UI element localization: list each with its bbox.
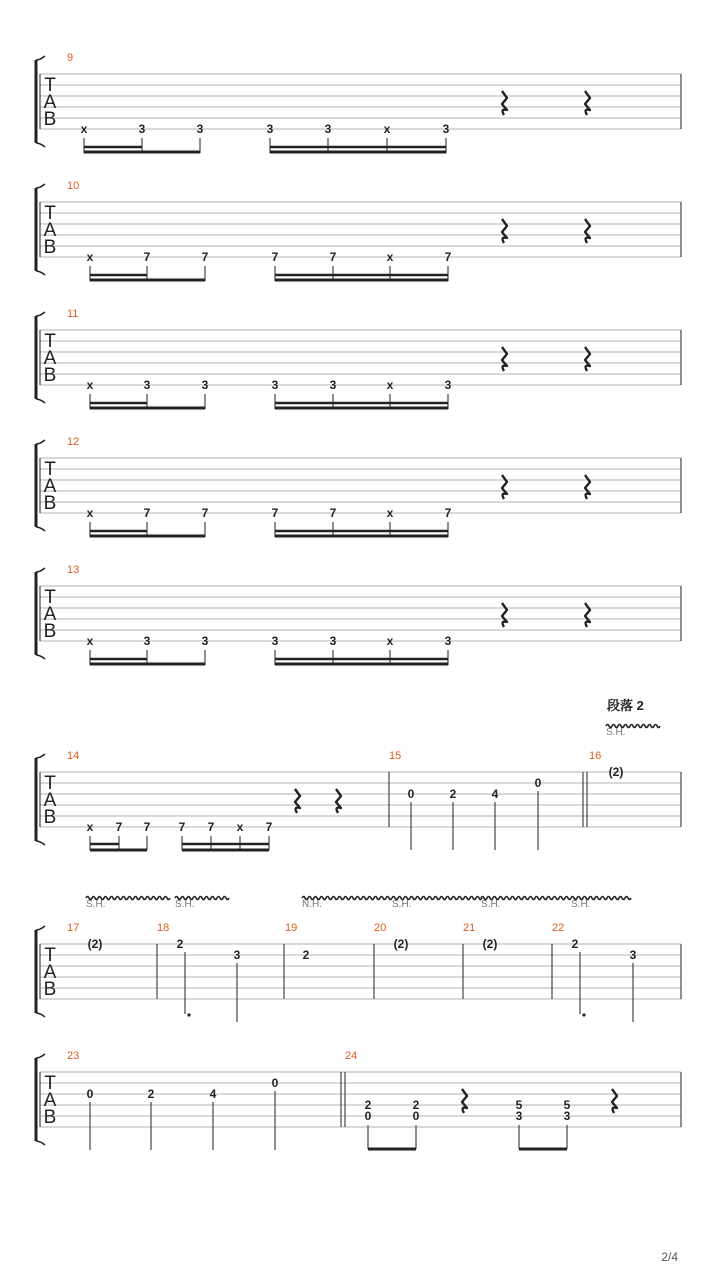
fret-number: x	[86, 820, 94, 834]
technique-label: S.H.	[392, 899, 412, 910]
fret-number: 3	[444, 634, 452, 648]
tab-clef-t: T	[44, 773, 56, 794]
fret-number: 3	[329, 634, 337, 648]
tab-clef-b: B	[43, 807, 57, 828]
quarter-rest	[585, 603, 590, 627]
tab-clef-b: B	[43, 621, 57, 642]
bracket-top-hook	[36, 56, 45, 60]
technique-label: N.H.	[302, 899, 322, 910]
tab-clef-b: B	[43, 1107, 57, 1128]
fret-number: 2	[147, 1087, 155, 1101]
fret-number: x	[86, 250, 94, 264]
fret-number: x	[386, 250, 394, 264]
chord-fret-number: 0	[412, 1109, 420, 1123]
fret-number: x	[386, 634, 394, 648]
fret-number: (2)	[393, 937, 409, 951]
fret-number: 3	[138, 122, 146, 136]
fret-number: (2)	[87, 937, 103, 951]
measure-number: 24	[345, 1050, 358, 1062]
tab-clef-t: T	[44, 459, 56, 480]
bracket-top-hook	[36, 754, 45, 758]
fret-number: 3	[329, 378, 337, 392]
measure-number: 9	[67, 52, 74, 64]
fret-number: 2	[449, 787, 457, 801]
fret-number: 2	[176, 937, 184, 951]
fret-number: 7	[329, 506, 337, 520]
fret-number: 7	[143, 250, 151, 264]
fret-number: 3	[629, 948, 637, 962]
measure-number: 10	[67, 180, 80, 192]
fret-number: 3	[143, 378, 151, 392]
fret-number: 7	[115, 820, 123, 834]
tab-clef-a: A	[43, 604, 57, 625]
bracket-top-hook	[36, 184, 45, 188]
quarter-rest	[502, 219, 507, 243]
quarter-rest	[502, 91, 507, 115]
fret-number: 0	[534, 776, 542, 790]
bracket-bottom-hook	[36, 841, 45, 845]
technique-label: S.H.	[86, 899, 106, 910]
tab-clef-a: A	[43, 962, 57, 983]
section-label: 段落 2	[607, 698, 644, 713]
fret-number: x	[236, 820, 244, 834]
measure-number: 14	[67, 750, 80, 762]
chord-fret-number: 3	[515, 1109, 523, 1123]
technique-label: S.H.	[571, 899, 591, 910]
fret-number: x	[80, 122, 88, 136]
chord-fret-number: 2	[364, 1098, 372, 1112]
quarter-rest	[612, 1089, 617, 1113]
chord-fret-number: 5	[515, 1098, 523, 1112]
fret-number: 7	[178, 820, 186, 834]
tab-clef-t: T	[44, 945, 56, 966]
fret-number: 7	[143, 820, 151, 834]
measure-number: 12	[67, 436, 80, 448]
measure-number: 13	[67, 564, 80, 576]
chord-fret-number: 0	[364, 1109, 372, 1123]
technique-label: S.H.	[175, 899, 195, 910]
fret-number: 0	[86, 1087, 94, 1101]
measure-number: 22	[552, 922, 565, 934]
bracket-top-hook	[36, 1054, 45, 1058]
tab-clef-a: A	[43, 348, 57, 369]
bracket-top-hook	[36, 312, 45, 316]
fret-number: 7	[207, 820, 215, 834]
fret-number: 4	[491, 787, 499, 801]
bracket-top-hook	[36, 568, 45, 572]
technique-label: S.H.	[481, 899, 501, 910]
fret-number: 4	[209, 1087, 217, 1101]
bracket-bottom-hook	[36, 1141, 45, 1145]
technique-label: S.H.	[606, 727, 626, 738]
chord-fret-number: 5	[563, 1098, 571, 1112]
fret-number-tied: (2)	[608, 765, 624, 779]
tab-clef-t: T	[44, 203, 56, 224]
measure-number: 18	[157, 922, 170, 934]
fret-number: 3	[324, 122, 332, 136]
measure-number: 15	[389, 750, 402, 762]
fret-number: x	[386, 378, 394, 392]
quarter-rest	[585, 91, 590, 115]
tab-clef-a: A	[43, 790, 57, 811]
fret-number: 7	[271, 506, 279, 520]
tab-clef-t: T	[44, 75, 56, 96]
bracket-bottom-hook	[36, 399, 45, 403]
measure-number: 16	[589, 750, 602, 762]
page-number: 2/4	[661, 1250, 678, 1264]
tab-clef-t: T	[44, 587, 56, 608]
measure-number: 20	[374, 922, 387, 934]
dot	[582, 1013, 585, 1016]
fret-number: 3	[271, 634, 279, 648]
fret-number: x	[86, 634, 94, 648]
tab-clef-t: T	[44, 1073, 56, 1094]
bracket-top-hook	[36, 926, 45, 930]
fret-number: 3	[442, 122, 450, 136]
tab-clef-b: B	[43, 493, 57, 514]
measure-number: 19	[285, 922, 298, 934]
tab-clef-t: T	[44, 331, 56, 352]
bracket-bottom-hook	[36, 655, 45, 659]
tab-clef-b: B	[43, 237, 57, 258]
tab-clef-b: B	[43, 979, 57, 1000]
measure-number: 23	[67, 1050, 80, 1062]
fret-number: 3	[196, 122, 204, 136]
bracket-top-hook	[36, 440, 45, 444]
fret-number: 7	[201, 250, 209, 264]
fret-number: 7	[201, 506, 209, 520]
fret-number: 7	[265, 820, 273, 834]
fret-number: 7	[444, 250, 452, 264]
bracket-bottom-hook	[36, 271, 45, 275]
tab-clef-b: B	[43, 365, 57, 386]
quarter-rest	[585, 475, 590, 499]
tab-clef-a: A	[43, 476, 57, 497]
fret-number: x	[383, 122, 391, 136]
fret-number: 3	[201, 634, 209, 648]
fret-number: 3	[143, 634, 151, 648]
fret-number: 3	[444, 378, 452, 392]
chord-fret-number: 3	[563, 1109, 571, 1123]
fret-number: 3	[271, 378, 279, 392]
tab-clef-a: A	[43, 1090, 57, 1111]
fret-number: 3	[266, 122, 274, 136]
fret-number: 3	[233, 948, 241, 962]
fret-number: (2)	[482, 937, 498, 951]
bracket-bottom-hook	[36, 1013, 45, 1017]
quarter-rest	[295, 789, 300, 813]
fret-number: 3	[201, 378, 209, 392]
fret-number: 7	[444, 506, 452, 520]
quarter-rest	[585, 219, 590, 243]
quarter-rest	[585, 347, 590, 371]
measure-number: 21	[463, 922, 476, 934]
fret-number: 0	[271, 1076, 279, 1090]
quarter-rest	[502, 347, 507, 371]
fret-number: 0	[407, 787, 415, 801]
fret-number: 2	[571, 937, 579, 951]
fret-number: x	[86, 378, 94, 392]
fret-number: 7	[271, 250, 279, 264]
quarter-rest	[502, 603, 507, 627]
quarter-rest	[336, 789, 341, 813]
measure-number: 17	[67, 922, 80, 934]
fret-number: 2	[302, 948, 310, 962]
chord-fret-number: 2	[412, 1098, 420, 1112]
fret-number: x	[386, 506, 394, 520]
fret-number: x	[86, 506, 94, 520]
bracket-bottom-hook	[36, 143, 45, 147]
quarter-rest	[502, 475, 507, 499]
fret-number: 7	[329, 250, 337, 264]
measure-number: 11	[67, 308, 79, 320]
tab-clef-a: A	[43, 220, 57, 241]
bracket-bottom-hook	[36, 527, 45, 531]
tab-clef-b: B	[43, 109, 57, 130]
quarter-rest	[462, 1089, 467, 1113]
dot	[187, 1013, 190, 1016]
tab-clef-a: A	[43, 92, 57, 113]
fret-number: 7	[143, 506, 151, 520]
